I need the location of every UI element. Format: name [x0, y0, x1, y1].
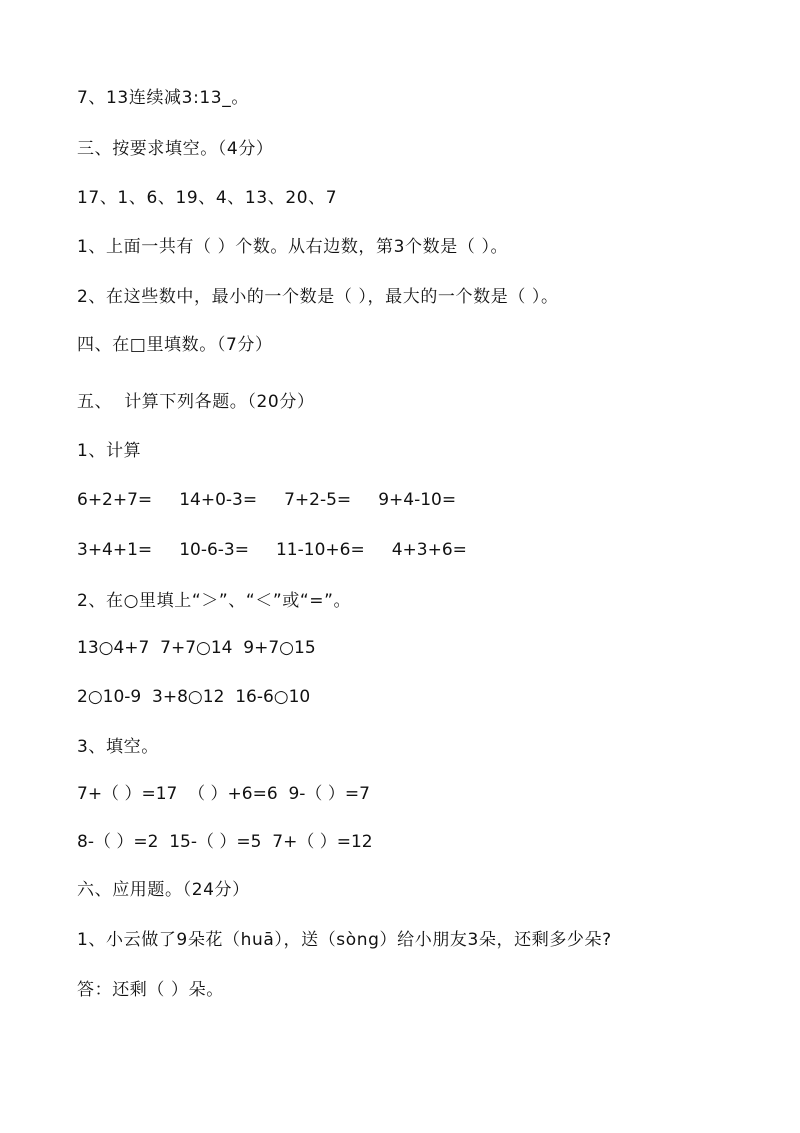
section-3-question-1: 1、上面一共有（ ）个数。从右边数，第3个数是（ ）。: [77, 237, 509, 257]
section-3-heading: 三、按要求填空。（4分）: [77, 139, 274, 159]
compare-row-2: 2○10-9 3+8○12 16-6○10: [77, 687, 311, 707]
number-sequence: 17、1、6、19、4、13、20、7: [77, 188, 338, 208]
section-3-question-2: 2、在这些数中，最小的一个数是（ ），最大的一个数是（ ）。: [77, 287, 559, 307]
section-5-part-3-title: 3、填空。: [77, 737, 159, 757]
fill-row-2: 8-（ ）=2 15-（ ）=5 7+（ ）=12: [77, 832, 373, 852]
section-5-part-2-title: 2、在○里填上“＞”、“＜”或“=”。: [77, 591, 352, 611]
section-5-heading: 五、 计算下列各题。（20分）: [77, 392, 315, 412]
calc-row-2: 3+4+1= 10-6-3= 11-10+6= 4+3+6=: [77, 540, 467, 560]
section-4-heading: 四、在□里填数。（7分）: [77, 335, 273, 355]
section-5-part-1-title: 1、计算: [77, 441, 142, 461]
calc-row-1: 6+2+7= 14+0-3= 7+2-5= 9+4-10=: [77, 490, 457, 510]
word-problem-1-answer: 答：还剩（ ）朵。: [77, 980, 224, 1000]
word-problem-1: 1、小云做了9朵花（huā），送（sòng）给小朋友3朵，还剩多少朵?: [77, 930, 612, 950]
fill-row-1: 7+（ ）=17 （ ）+6=6 9-（ ）=7: [77, 784, 370, 804]
section-6-heading: 六、应用题。（24分）: [77, 880, 250, 900]
problem-7-line: 7、13连续减3:13_。: [77, 88, 249, 108]
compare-row-1: 13○4+7 7+7○14 9+7○15: [77, 638, 316, 658]
